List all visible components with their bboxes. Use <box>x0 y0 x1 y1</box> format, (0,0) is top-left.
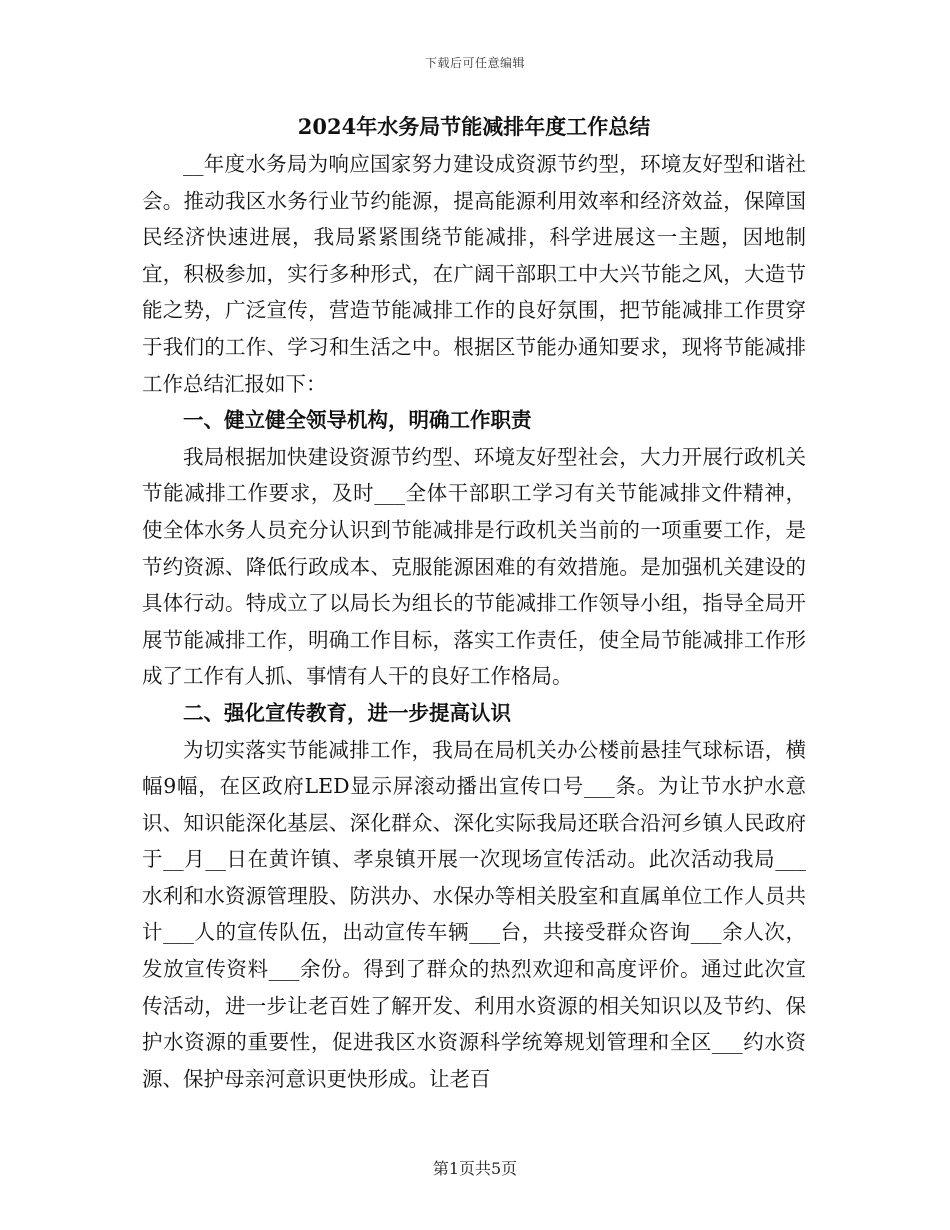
section-paragraph-1: 我局根据加快建设资源节约型、环境友好型社会，大力开展行政机关节能减排工作要求，及时___全体干部职工学习有关节能减排文件精神，使全体水务人员充分认识到节能减排是行政机关当前的一项重要工作，是节约资源、降低行政成本、克服能源困难的有效措施。是加强机关建设的具体行动。特成立了以局长为组长的节能减排工作领导小组，指导全局开展节能减排工作，明确工作目标，落实工作责任，使全局节能减排工作形成了工作有人抓、事情有人干的良好工作格局。 <box>142 444 806 689</box>
document-title: 2024年水务局节能减排年度工作总结 <box>297 114 651 139</box>
document-body <box>142 112 806 1097</box>
header-note: 下载后可任意编辑 <box>424 56 525 70</box>
section-paragraph-2: 为切实落实节能减排工作，我局在局机关办公楼前悬挂气球标语，横幅9幅，在区政府LED显示屏滚动播出宣传口号___条。为让节水护水意识、知识能深化基层、深化群众、深化实际我局还联合沿河乡镇人民政府于__月__日在黄许镇、孝泉镇开展一次现场宣传活动。此次活动我局___水利和水资源管理股、防洪办、水保办等相关股室和直属单位工作人员共计___人的宣传队伍，出动宣传车辆___台，共接受群众咨询___余人次，发放宣传资料___余份。得到了群众的热烈欢迎和高度评价。通过此次宣传活动，进一步让老百姓了解开发、利用水资源的相关知识以及节约、保护水资源的重要性，促进我区水资源科学统筹规划管理和全区___约水资源、保护母亲河意识更快形成。让老百 <box>142 737 806 1091</box>
section-heading-1: 一、健立健全领导机构，明确工作职责 <box>183 408 532 433</box>
intro-paragraph: __年度水务局为响应国家努力建设成资源节约型，环境友好型和谐社会。推动我区水务行业节约能源，提高能源利用效率和经济效益，保障国民经济快速进展，我局紧紧围绕节能减排，科学进展这一主题，因地制宜，积极参加，实行多种形式，在广阔干部职工中大兴节能之风，大造节能之势，广泛宣传，营造节能减排工作的良好氛围，把节能减排工作贯穿于我们的工作、学习和生活之中。根据区节能办通知要求，现将节能减排工作总结汇报如下： <box>142 152 806 396</box>
page-indicator: 第1页共5页 <box>432 1159 518 1178</box>
section-heading-2: 二、强化宣传教育，进一步提高认识 <box>183 700 511 725</box>
